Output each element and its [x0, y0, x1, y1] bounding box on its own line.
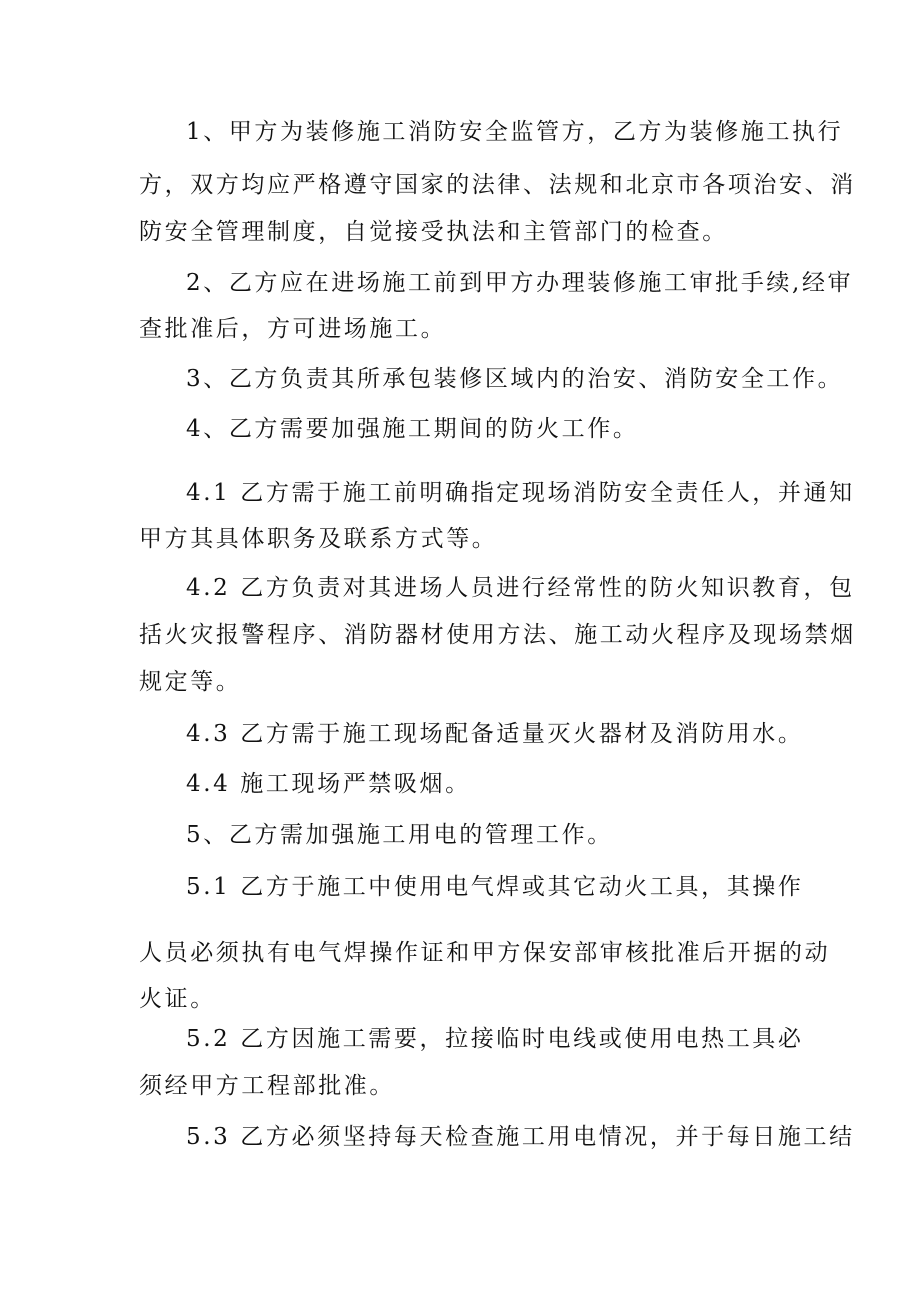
text-line: 1、甲方为装修施工消防安全监管方，乙方为装修施工执行	[186, 119, 844, 145]
text-line: 防安全管理制度，自觉接受执法和主管部门的检查。	[139, 219, 728, 245]
text-line: 须经甲方工程部批准。	[139, 1073, 395, 1099]
text-line: 5.1 乙方于施工中使用电气焊或其它动火工具，其操作	[186, 874, 804, 900]
text-line: 甲方其具体职务及联系方式等。	[139, 526, 498, 552]
text-line: 火证。	[139, 986, 216, 1012]
text-line: 人员必须执有电气焊操作证和甲方保安部审核批准后开据的动	[139, 940, 831, 966]
text-line: 方，双方均应严格遵守国家的法律、法规和北京市各项治安、消	[139, 172, 856, 198]
text-line: 2、乙方应在进场施工前到甲方办理装修施工审批手续,经审	[186, 270, 854, 296]
text-line: 5.3 乙方必须坚持每天检查施工用电情况，并于每日施工结	[186, 1124, 855, 1150]
text-line: 5.2 乙方因施工需要，拉接临时电线或使用电热工具必	[186, 1026, 804, 1052]
text-line: 4.4 施工现场严禁吸烟。	[186, 771, 471, 797]
text-line: 4.2 乙方负责对其进场人员进行经常性的防火知识教育，包	[186, 575, 855, 601]
text-line: 查批准后，方可进场施工。	[139, 316, 447, 342]
text-line: 括火灾报警程序、消防器材使用方法、施工动火程序及现场禁烟	[139, 622, 856, 648]
text-line: 4、乙方需要加强施工期间的防火工作。	[186, 416, 639, 442]
text-line: 3、乙方负责其所承包装修区域内的治安、消防安全工作。	[186, 366, 844, 392]
text-line: 规定等。	[139, 669, 242, 695]
text-line: 4.3 乙方需于施工现场配备适量灭火器材及消防用水。	[186, 721, 804, 747]
text-line: 4.1 乙方需于施工前明确指定现场消防安全责任人，并通知	[186, 480, 855, 506]
text-line: 5、乙方需加强施工用电的管理工作。	[186, 822, 613, 848]
